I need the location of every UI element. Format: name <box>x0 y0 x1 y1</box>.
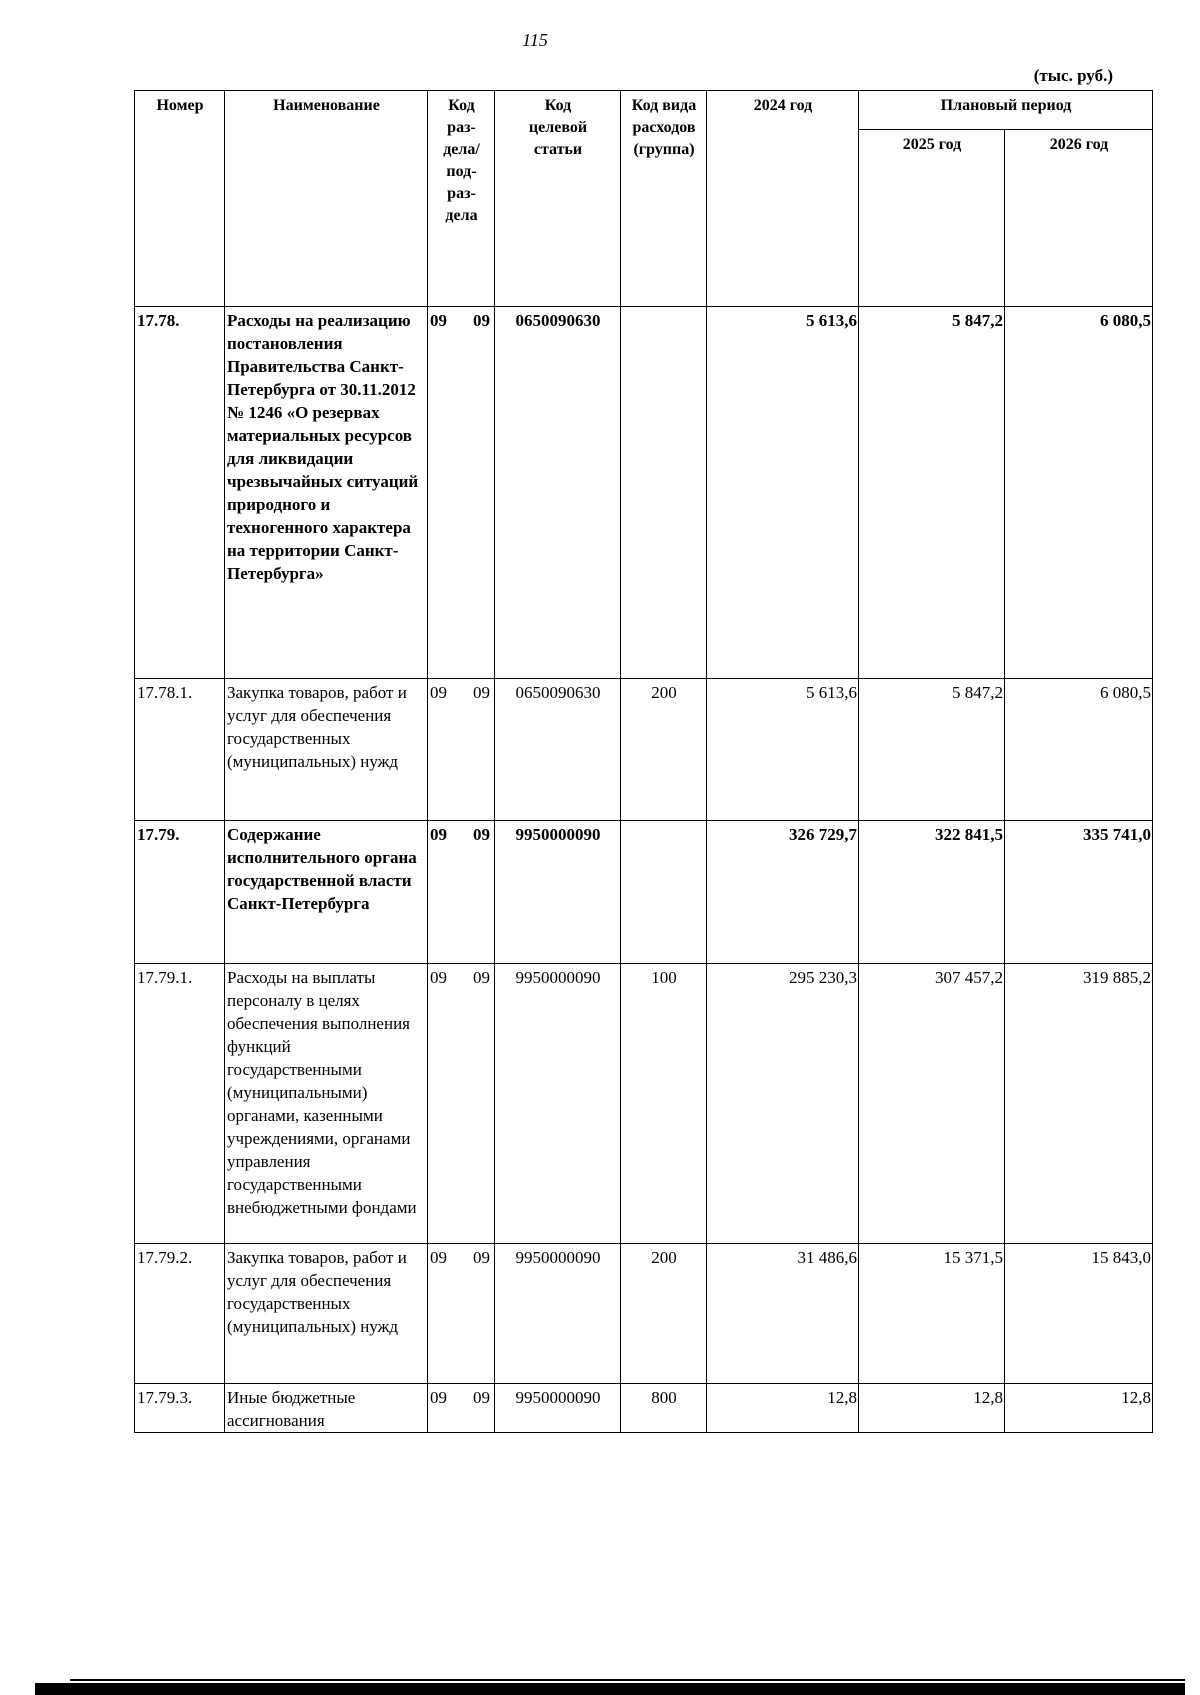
row-razdel <box>428 821 495 964</box>
table-row <box>135 821 1153 964</box>
row-subsection: 09 <box>473 1248 490 1267</box>
header-target-line: статьи <box>533 141 583 158</box>
row-section: 09 <box>430 683 447 702</box>
header-number: Номер <box>135 91 225 307</box>
row-razdel <box>428 679 495 821</box>
row-number: 17.78.1. <box>135 679 225 821</box>
units-label: (тыс. руб.) <box>1033 66 1113 85</box>
row-vr: 800 <box>621 1384 707 1433</box>
row-target: 0650090630 <box>495 307 621 679</box>
row-name: Иные бюджетные ассигнования <box>225 1384 428 1433</box>
row-number: 17.79. <box>135 821 225 964</box>
row-2026: 6 080,5 <box>1005 679 1153 821</box>
header-target-line: целевой <box>528 119 588 136</box>
row-number: 17.79.3. <box>135 1384 225 1433</box>
header-year-2026: 2026 год <box>1005 130 1153 307</box>
row-2024: 12,8 <box>707 1384 859 1433</box>
header-vr-line: расходов <box>632 119 696 136</box>
header-razdel-line: дела/ <box>443 141 480 158</box>
table-row <box>135 307 1153 679</box>
row-vr <box>621 307 707 679</box>
row-vr <box>621 821 707 964</box>
header-name: Наименование <box>225 91 428 307</box>
row-2025: 322 841,5 <box>859 821 1005 964</box>
row-target: 9950000090 <box>495 821 621 964</box>
row-target: 9950000090 <box>495 964 621 1244</box>
row-target: 0650090630 <box>495 679 621 821</box>
row-name: Расходы на реализацию постановления Правительства Санкт-Петербурга от 30.11.2012 № 1246 «О резервах материальных ресурсов для ликвидации чрезвычайных ситуаций природного и техногенного характера на территории Санкт-Петербурга» <box>225 307 428 679</box>
page-number: 115 <box>522 30 548 50</box>
table-row <box>135 964 1153 1244</box>
row-subsection: 09 <box>473 311 490 330</box>
row-number: 17.78. <box>135 307 225 679</box>
row-name: Содержание исполнительного органа государственной власти Санкт-Петербурга <box>225 821 428 964</box>
row-razdel <box>428 307 495 679</box>
row-2025: 15 371,5 <box>859 1244 1005 1384</box>
row-target: 9950000090 <box>495 1244 621 1384</box>
header-target <box>495 91 621 307</box>
header-vr-line: Код вида <box>631 97 697 114</box>
row-section: 09 <box>430 825 447 844</box>
row-subsection: 09 <box>473 1388 490 1407</box>
header-plan-period: Плановый период <box>859 91 1153 130</box>
row-section: 09 <box>430 311 447 330</box>
header-razdel-line: Код <box>448 97 475 114</box>
header-razdel-line: раз- <box>447 185 476 202</box>
row-name: Закупка товаров, работ и услуг для обеспечения государственных (муниципальных) нужд <box>225 1244 428 1384</box>
header-year-2025: 2025 год <box>859 130 1005 307</box>
row-section: 09 <box>430 1248 447 1267</box>
row-2025: 12,8 <box>859 1384 1005 1433</box>
table-row <box>135 679 1153 821</box>
header-vr-line: (группа) <box>633 141 695 158</box>
bottom-border <box>35 1683 1185 1695</box>
row-razdel <box>428 1384 495 1433</box>
header-razdel-line: дела <box>445 207 478 224</box>
table-row <box>135 1244 1153 1384</box>
row-razdel <box>428 1244 495 1384</box>
row-razdel <box>428 964 495 1244</box>
row-vr: 200 <box>621 1244 707 1384</box>
row-2026: 319 885,2 <box>1005 964 1153 1244</box>
budget-table <box>134 90 1153 1433</box>
row-number: 17.79.1. <box>135 964 225 1244</box>
row-2026: 335 741,0 <box>1005 821 1153 964</box>
row-subsection: 09 <box>473 825 490 844</box>
row-2024: 31 486,6 <box>707 1244 859 1384</box>
row-2025: 307 457,2 <box>859 964 1005 1244</box>
table-body <box>135 307 1153 1433</box>
header-razdel <box>428 91 495 307</box>
row-2025: 5 847,2 <box>859 679 1005 821</box>
row-2024: 295 230,3 <box>707 964 859 1244</box>
row-2026: 15 843,0 <box>1005 1244 1153 1384</box>
row-vr: 200 <box>621 679 707 821</box>
bottom-rule <box>70 1679 1185 1681</box>
table-row <box>135 1384 1153 1433</box>
row-name: Расходы на выплаты персоналу в целях обеспечения выполнения функций государственными (муниципальными) органами, казенными учреждениями, органами управления государственными внебюджетными фондами <box>225 964 428 1244</box>
row-subsection: 09 <box>473 968 490 987</box>
header-razdel-line: раз- <box>447 119 476 136</box>
row-name: Закупка товаров, работ и услуг для обеспечения государственных (муниципальных) нужд <box>225 679 428 821</box>
header-vr <box>621 91 707 307</box>
row-2026: 12,8 <box>1005 1384 1153 1433</box>
row-2024: 326 729,7 <box>707 821 859 964</box>
row-vr: 100 <box>621 964 707 1244</box>
row-2026: 6 080,5 <box>1005 307 1153 679</box>
row-2024: 5 613,6 <box>707 307 859 679</box>
row-target: 9950000090 <box>495 1384 621 1433</box>
table-header <box>135 91 1153 307</box>
row-2024: 5 613,6 <box>707 679 859 821</box>
row-subsection: 09 <box>473 683 490 702</box>
header-year-2024: 2024 год <box>707 91 859 307</box>
header-target-line: Код <box>544 97 572 114</box>
row-number: 17.79.2. <box>135 1244 225 1384</box>
header-razdel-line: под- <box>446 163 477 180</box>
row-section: 09 <box>430 968 447 987</box>
row-section: 09 <box>430 1388 447 1407</box>
row-2025: 5 847,2 <box>859 307 1005 679</box>
